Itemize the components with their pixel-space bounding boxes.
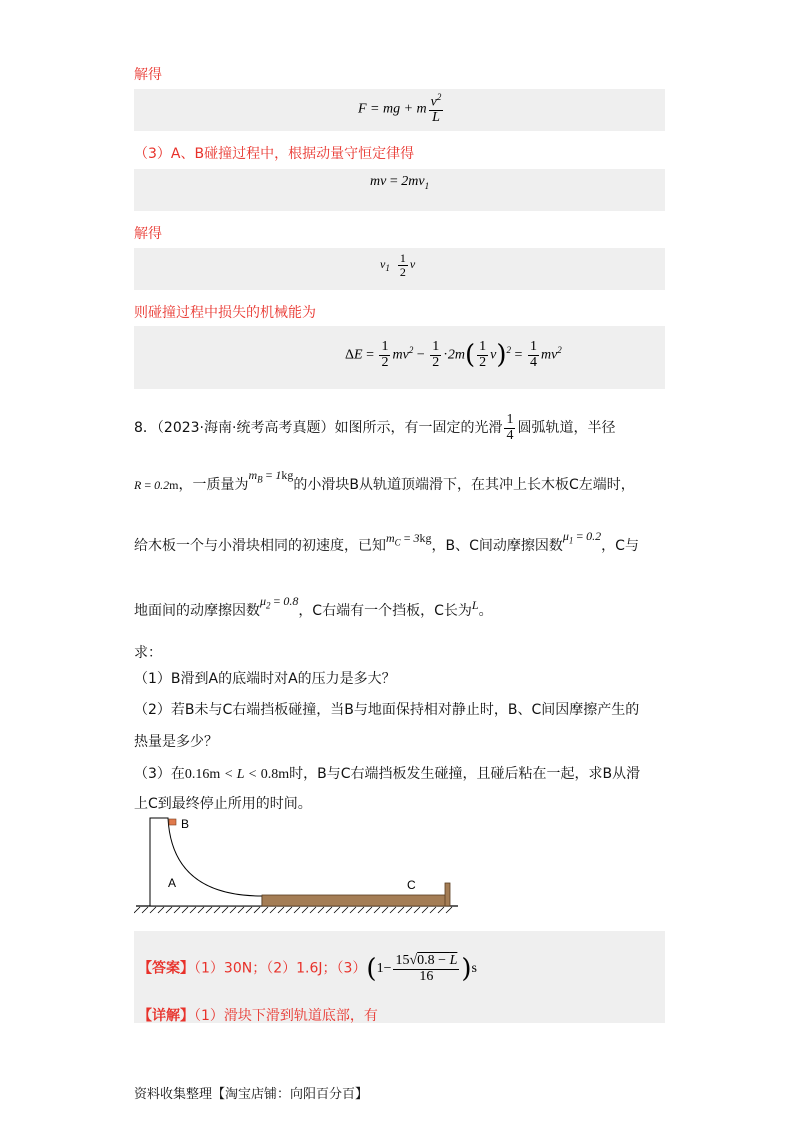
- formula-mass-b: $m_B = 1kg$: [248, 468, 294, 485]
- footer-text: 资料收集整理【淘宝店铺：向阳百分百】: [134, 1087, 369, 1102]
- question-text: （3）在: [134, 766, 185, 782]
- section-label-energy-loss: 则碰撞过程中损失的机械能为: [134, 305, 316, 321]
- question-text: ，一质量为: [178, 477, 249, 493]
- question-number: 8．: [134, 420, 157, 437]
- question-part-3: [134, 763, 640, 783]
- answer-box: [134, 931, 665, 1023]
- question-text: 时，B与C右端挡板发生碰撞，且碰后粘在一起，求B从滑: [289, 766, 641, 782]
- question-ask: 求：: [134, 645, 162, 661]
- label-b: B: [181, 817, 190, 831]
- detail-text: （1）滑块下滑到轨道底部，有: [194, 1008, 378, 1024]
- detail-tag: 【详解】: [138, 1008, 194, 1024]
- physics-figure: [134, 812, 464, 916]
- inline-label-c: C: [222, 702, 233, 718]
- question-text: 给木板一个与小滑块相同的初速度，已知: [134, 538, 386, 554]
- answer-unit: s: [471, 961, 477, 977]
- formula-range: 0.16m < L < 0.8m: [184, 767, 290, 782]
- answer-formula: (1− $\frac{15√0.8 - L}{16}$ )s: [366, 953, 477, 985]
- question-text: 到最终停止所用的时间。: [157, 796, 312, 812]
- answer-line: [138, 954, 477, 984]
- question-text: 地面间的动摩擦因数: [134, 603, 260, 619]
- track-diagram: [134, 812, 464, 916]
- question-text: 上: [134, 796, 148, 812]
- section-label-jiede-1: 解得: [134, 67, 162, 83]
- question-source: （2023·海南·统考高考真题）: [156, 420, 335, 437]
- question-text: 如图所示，有一固定的光滑: [334, 420, 503, 437]
- formula-length-l: L: [471, 598, 479, 612]
- label-a: A: [168, 876, 177, 890]
- formula-box-v1: [134, 248, 665, 290]
- question-part-2: [134, 699, 639, 719]
- question-text: 的压力是多大？: [297, 671, 396, 687]
- inline-label-a: A: [288, 671, 298, 687]
- inline-label-c: C: [148, 796, 158, 812]
- question-part-2-cont: 热量是多少？: [134, 734, 218, 750]
- label-c: C: [407, 878, 416, 892]
- question-text: 。: [478, 603, 493, 619]
- section-label-jiede-2: 解得: [134, 226, 162, 242]
- answer-tag: 【答案】: [138, 960, 194, 977]
- board-c: [262, 895, 446, 906]
- formula-mu1: $\mu_1 = 0.2$: [562, 529, 602, 546]
- formula-v1: $v_1$ $\frac{1}{2}$ v: [380, 251, 416, 279]
- formula-box-energy: [134, 326, 665, 389]
- question-text: 圆弧轨道，半径: [517, 420, 616, 437]
- formula-energy: ΔE = $\frac{1}{2}$ $mv^2$ − $\frac{1}{2}$ ·2m( $\frac{1}{2}$ v)$^2$ = $\frac{1}{4}$ $mv^2$: [345, 339, 562, 371]
- formula-f: F = mg + m $\frac{v^2}{L}$: [358, 92, 442, 126]
- question-part-1: [134, 668, 396, 688]
- question-text: 的底端时对: [218, 671, 289, 687]
- question-8-line-4: [134, 594, 493, 620]
- answer-text: （1）30N；（2）1.6J；（3）: [194, 960, 367, 977]
- question-8-line-2: [134, 468, 635, 494]
- question-8-line-1: [134, 413, 615, 443]
- question-text: 的小滑块B从轨道顶端滑下，在其冲上长木板C左端时，: [293, 477, 635, 493]
- question-8-line-3: [134, 529, 639, 555]
- question-text: （1）B滑到: [134, 671, 209, 687]
- formula-radius: R = 0.2m: [134, 478, 179, 492]
- question-text: ，C与: [601, 538, 639, 554]
- inline-label-a: A: [208, 671, 219, 687]
- formula-box-momentum: [134, 169, 665, 211]
- question-text: （2）若B未与: [134, 702, 223, 718]
- formula-mass-c: $m_C = 3kg$: [386, 531, 432, 548]
- question-text: ，B、C间动摩擦因数: [431, 538, 563, 554]
- section-label-momentum: （3）A、B碰撞过程中，根据动量守恒定律得: [134, 146, 415, 162]
- formula-mu2: $\mu_2 = 0.8$: [260, 594, 299, 611]
- fraction-quarter: $\frac{1}{4}$: [506, 412, 514, 443]
- question-part-3-cont: [134, 793, 312, 813]
- question-text: ，C右端有一个挡板，C长为: [298, 603, 472, 619]
- formula-box-f: [134, 89, 665, 131]
- baffle: [445, 883, 450, 906]
- question-text: 右端挡板碰撞，当B与地面保持相对静止时，B、C间因摩擦产生的: [232, 702, 640, 718]
- formula-momentum: mv = $2mv_1$: [370, 174, 430, 191]
- detail-line: [138, 1005, 378, 1025]
